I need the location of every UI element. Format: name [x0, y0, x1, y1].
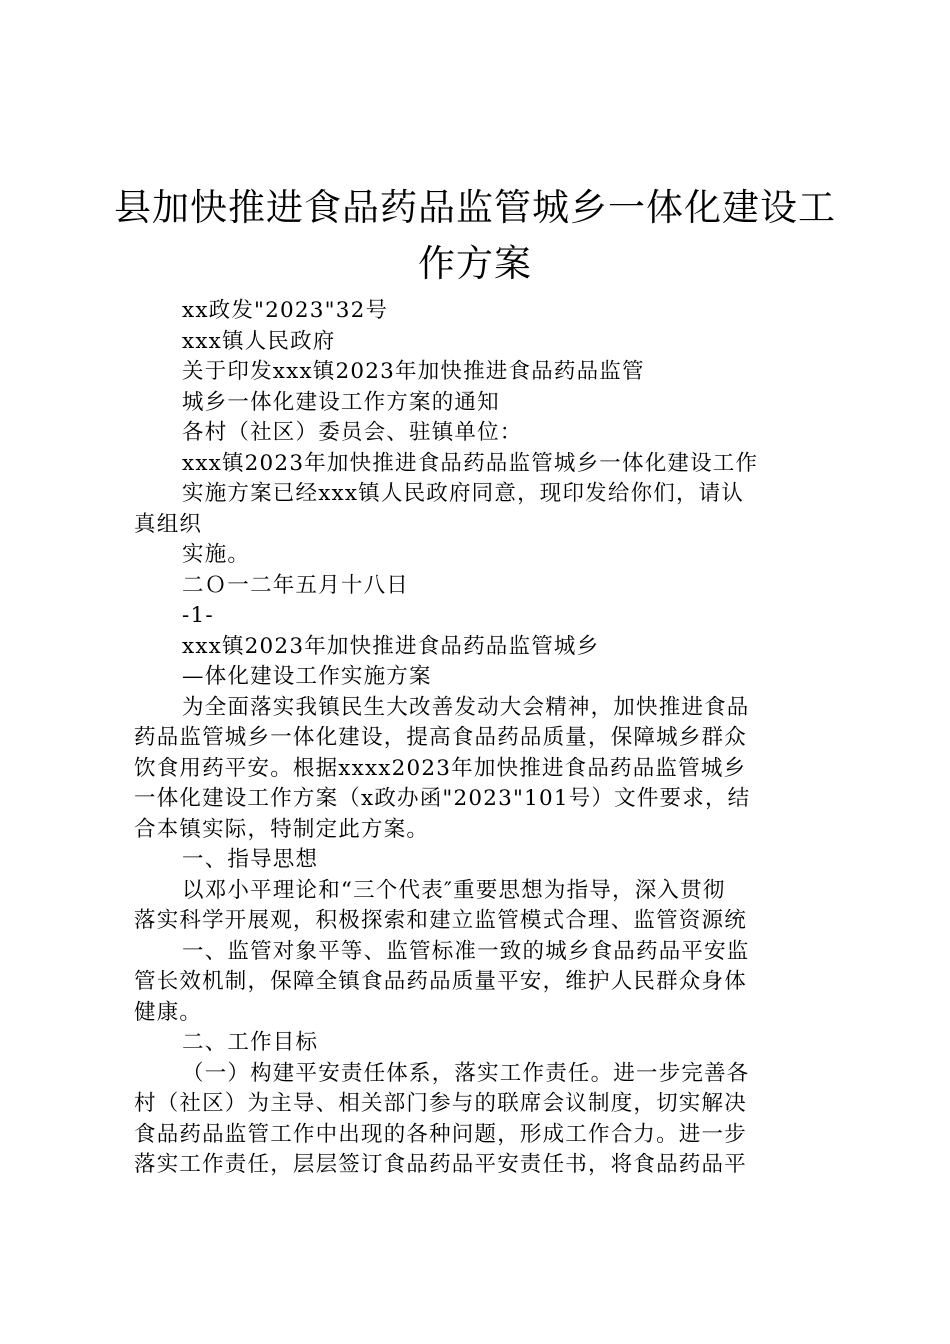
text-line: 村（社区）为主导、相关部门参与的联席会议制度，切实解决	[134, 1091, 747, 1116]
text-line: 为全面落实我镇民生大改善发动大会精神，加快推进食品	[182, 694, 750, 720]
text-line: xxx镇人民政府	[182, 328, 336, 354]
text-line: 一体化建设工作方案（x政办函"2023"101号）文件要求，结	[134, 786, 751, 811]
text-line: 健康。	[134, 999, 203, 1025]
text-line: 各村（社区）委员会、驻镇单位：	[182, 420, 523, 445]
text-line: 管长效机制，保障全镇食品药品质量平安，维护人民群众身体	[134, 969, 747, 994]
text-line: 以邓小平理论和“三个代表″重要思想为指导，深入贯彻	[182, 877, 726, 903]
text-line: 真组织	[134, 511, 203, 537]
document-title-line-2: 作方案	[418, 242, 532, 285]
text-line: 城乡一体化建设工作方案的通知	[182, 389, 500, 415]
text-line: —体化建设工作实施方案	[182, 664, 432, 689]
text-line: 一、指导思想	[182, 847, 319, 872]
text-line: 饮食用药平安。根据xxxx2023年加快推进食品药品监管城乡	[134, 755, 747, 781]
text-line: 实施方案已经xxx镇人民政府同意，现印发给你们，请认	[182, 481, 745, 506]
document-title-line-1: 县加快推进食品药品监管城乡一体化建设工	[114, 186, 836, 229]
text-line: 二、工作目标	[182, 1030, 319, 1055]
text-line: （一）构建平安责任体系，落实工作责任。进一步完善各	[182, 1060, 750, 1086]
text-line: xxx镇2023年加快推进食品药品监管城乡	[182, 633, 600, 659]
text-line: 一、监管对象平等、监管标准一致的城乡食品药品平安监	[182, 938, 750, 964]
text-line: 合本镇实际，特制定此方案。	[134, 816, 430, 842]
text-line: xx政发"2023"32号	[182, 298, 389, 323]
text-line: 落实科学开展观，积极探索和建立监管模式合理、监管资源统	[134, 908, 747, 933]
text-line: 关于印发xxx镇2023年加快推进食品药品监管	[182, 359, 645, 384]
text-line: 落实工作责任，层层签订食品药品平安责任书，将食品药品平	[134, 1152, 747, 1177]
text-line: 食品药品监管工作中出现的各种问题，形成工作合力。进一步	[134, 1121, 747, 1147]
text-line: xxx镇2023年加快推进食品药品监管城乡一体化建设工作	[182, 450, 759, 476]
text-line: 二Ｏ一二年五月十八日	[182, 572, 410, 598]
text-line: 药品监管城乡一体化建设，提高食品药品质量，保障城乡群众	[134, 725, 747, 750]
text-line: -1-	[182, 603, 214, 628]
text-line: 实施。	[182, 542, 251, 567]
document-body	[134, 296, 834, 1181]
